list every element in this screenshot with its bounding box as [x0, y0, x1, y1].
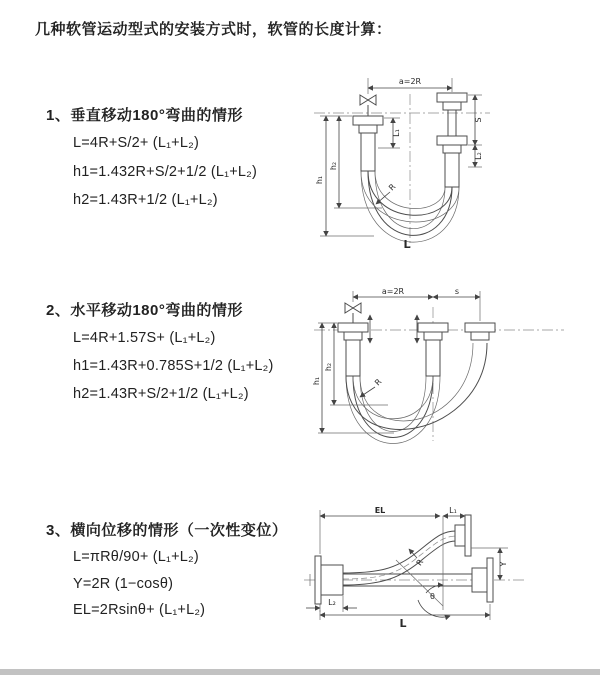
right-flange-straight	[472, 558, 493, 602]
dimension-el	[320, 506, 440, 554]
right-fitting-moved-position	[465, 323, 495, 340]
diagram-vertical-180-bend	[312, 68, 562, 258]
dimension-a2r	[353, 287, 433, 297]
fitting-position-ticks	[370, 315, 417, 343]
middle-fitting	[418, 323, 448, 376]
left-fitting	[338, 323, 368, 376]
diagram-horizontal-180-bend	[312, 283, 572, 448]
diagram-lateral-displacement	[300, 500, 590, 645]
valve-icon	[360, 78, 376, 116]
dim-l2-label: L₂	[328, 598, 336, 607]
left-flange	[315, 556, 343, 604]
curved-hose-position	[343, 531, 456, 585]
section3-formula-L: L=πRθ/90+ (L₁+L₂)	[73, 549, 199, 565]
dim-l1-label: L₁	[392, 129, 401, 137]
dim-y-label: Y	[499, 561, 508, 567]
section3-formula-Y: Y=2R (1−cosθ)	[73, 576, 174, 592]
section1-formula-L: L=4R+S/2+ (L₁+L₂)	[73, 135, 199, 151]
page-bottom-edge	[0, 669, 600, 675]
dim-l2-label: L₂	[474, 152, 483, 160]
centerlines	[314, 94, 490, 248]
section2-formula-L: L=4R+1.57S+ (L₁+L₂)	[73, 330, 216, 346]
dimension-l2	[468, 145, 483, 167]
section1-formula-h1: h1=1.432R+S/2+1/2 (L₁+L₂)	[73, 164, 258, 180]
dim-s-label: S	[474, 117, 483, 123]
dimension-s	[468, 95, 483, 145]
valve-icon	[345, 291, 361, 323]
radius-label: R	[387, 182, 398, 193]
hose-arcs	[346, 343, 487, 444]
angle-theta-label: θ	[430, 592, 435, 601]
page-title: 几种软管运动型式的安装方式时，软管的长度计算：	[35, 21, 392, 38]
section1-heading: 1、垂直移动180°弯曲的情形	[46, 107, 243, 124]
length-label: L	[403, 238, 411, 251]
section2-heading: 2、水平移动180°弯曲的情形	[46, 302, 243, 319]
radius-label: R	[373, 377, 384, 388]
dim-el-label: EL	[374, 506, 386, 515]
dim-a2r-label: a=2R	[398, 77, 422, 86]
section3-formula-EL: EL=2Rsinθ+ (L₁+L₂)	[73, 602, 206, 618]
dim-h1-label: h₁	[312, 376, 321, 386]
upper-flange-displaced	[455, 515, 471, 556]
dim-h2-label: h₂	[324, 362, 333, 372]
dim-h1-label: h₁	[315, 175, 324, 185]
angle-construction	[396, 516, 450, 617]
radius-callout	[360, 377, 384, 397]
dimension-l2	[306, 596, 357, 612]
section2-formula-h2: h2=1.43R+S/2+1/2 (L₁+L₂)	[73, 386, 249, 402]
right-fitting-two-positions	[437, 93, 467, 187]
dim-l1-label: L₁	[449, 506, 457, 515]
radius-label: R	[414, 557, 426, 568]
dim-s-label: s	[454, 287, 460, 296]
dim-a2r-label: a=2R	[381, 287, 405, 296]
dimension-l1	[443, 506, 465, 516]
section2-formula-h1: h1=1.43R+0.785S+1/2 (L₁+L₂)	[73, 358, 274, 374]
section3-heading: 3、横向位移的情形（一次性变位）	[46, 522, 288, 539]
length-label: L	[399, 617, 407, 630]
section1-formula-h2: h2=1.43R+1/2 (L₁+L₂)	[73, 192, 218, 208]
dimension-s	[433, 287, 480, 321]
dimension-a2r	[368, 77, 452, 92]
dim-h2-label: h₂	[329, 161, 338, 171]
left-fitting	[353, 116, 383, 171]
